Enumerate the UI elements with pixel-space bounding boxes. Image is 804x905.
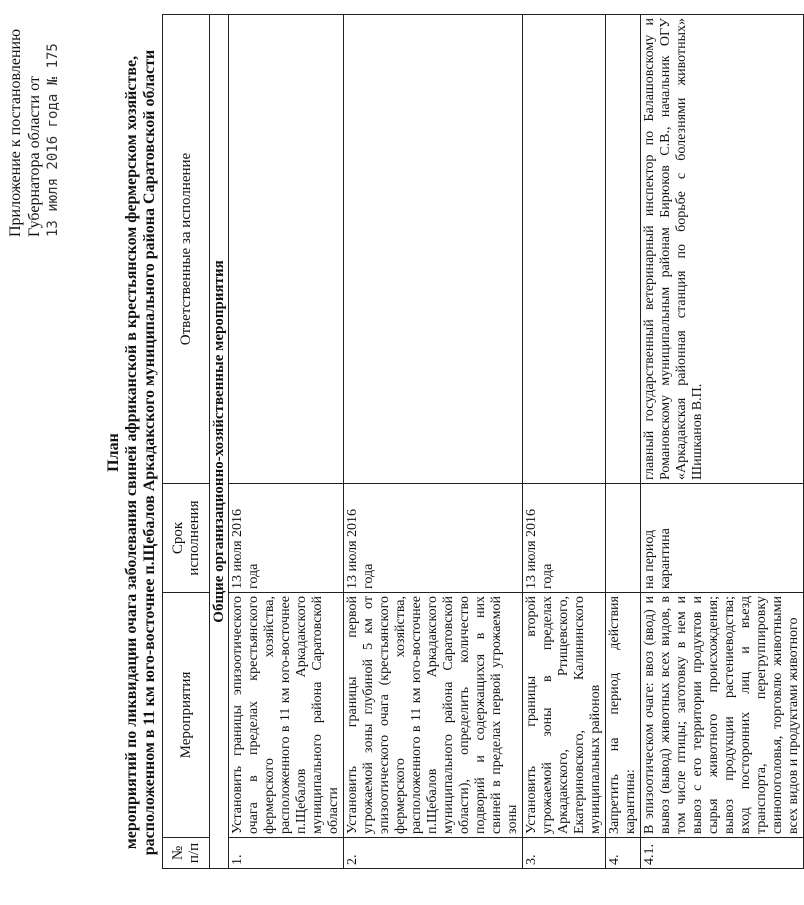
row-responsible: главный государственный ветеринарный инспектор по Балашовскому и Романовскому муниципальным районам Бирюков С.В., начальник ОГУ «Аркадакская районная станция по борьбе с болезнями животных» Шишканов В.П. bbox=[641, 15, 804, 484]
appendix-note bbox=[6, 29, 63, 237]
header-actions: Мероприятия bbox=[163, 593, 210, 838]
table-row bbox=[641, 15, 804, 869]
table-row bbox=[606, 15, 641, 869]
row-action: Запретить на период действия карантина: bbox=[606, 593, 641, 838]
appendix-line-1: Приложение к постановлению bbox=[7, 28, 24, 237]
row-action: Установить границы первой угрожаемой зоны глубиной 5 км от эпизоотического очага (крестьянского фермерского хозяйства, расположенного в 11 км юго-восточнее п.Щебалов Аркадакского муниципального района Саратовской области), определить количество подворий и содержащихся в них свиней в пределах первой угрожаемой зоны bbox=[344, 593, 523, 838]
row-number: 4.1. bbox=[641, 838, 804, 869]
appendix-date-number: 13 июля 2016 года № 175 bbox=[45, 43, 61, 237]
table-header-row bbox=[163, 15, 210, 869]
row-responsible bbox=[606, 15, 641, 484]
title-line-2: расположенном в 11 км юго-восточнее п.Щебалов Аркадакского муниципального района Саратовской области bbox=[141, 49, 158, 856]
header-number: № п/п bbox=[163, 838, 210, 869]
row-term bbox=[606, 484, 641, 593]
title-heading: План bbox=[105, 433, 122, 472]
row-number: 2. bbox=[344, 838, 523, 869]
row-responsible bbox=[344, 15, 523, 484]
row-responsible bbox=[229, 15, 344, 484]
row-number: 3. bbox=[523, 838, 606, 869]
document-title bbox=[105, 0, 159, 905]
row-action: В эпизоотическом очаге: ввоз (ввод) и вывоз (вывод) животных всех видов, в том числе птицы; заготовку в нем и вывоз с его территории продуктов и сырья животного происхождения; вывоз продукции растениеводства; вход посторонних лиц и въезд транспорта, перегруппировку свинопоголовья, торговлю животными всех видов и продуктами животного bbox=[641, 593, 804, 838]
row-number: 1. bbox=[229, 838, 344, 869]
table-row bbox=[344, 15, 523, 869]
section-row bbox=[210, 15, 229, 869]
row-term: на период карантина bbox=[641, 484, 804, 593]
row-term: 13 июля 2016 года bbox=[344, 484, 523, 593]
title-line-1: мероприятий по ликвидации очага заболевания свиней африканской в крестьянском фермерском хозяйстве, bbox=[123, 55, 140, 850]
appendix-line-2: Губернатора области от bbox=[26, 76, 43, 237]
header-term: Срок исполнения bbox=[163, 484, 210, 593]
row-action: Установить границы эпизоотического очага в пределах крестьянского фермерского хозяйства, расположенного в 11 км юго-восточнее п.Щебалов Аркадакского муниципального района Саратовской области bbox=[229, 593, 344, 838]
row-term: 13 июля 2016 года bbox=[229, 484, 344, 593]
table-row bbox=[229, 15, 344, 869]
row-responsible bbox=[523, 15, 606, 484]
row-action: Установить границы второй угрожаемой зоны в пределах Аркадакского, Ртищевского, Екатериновского, Калининского муниципальных районов bbox=[523, 593, 606, 838]
table-row bbox=[523, 15, 606, 869]
plan-table bbox=[162, 14, 804, 869]
row-number: 4. bbox=[606, 838, 641, 869]
row-term: 13 июля 2016 года bbox=[523, 484, 606, 593]
header-responsible: Ответственные за исполнение bbox=[163, 15, 210, 484]
section-title: Общие организационно-хозяйственные мероприятия bbox=[210, 15, 229, 869]
